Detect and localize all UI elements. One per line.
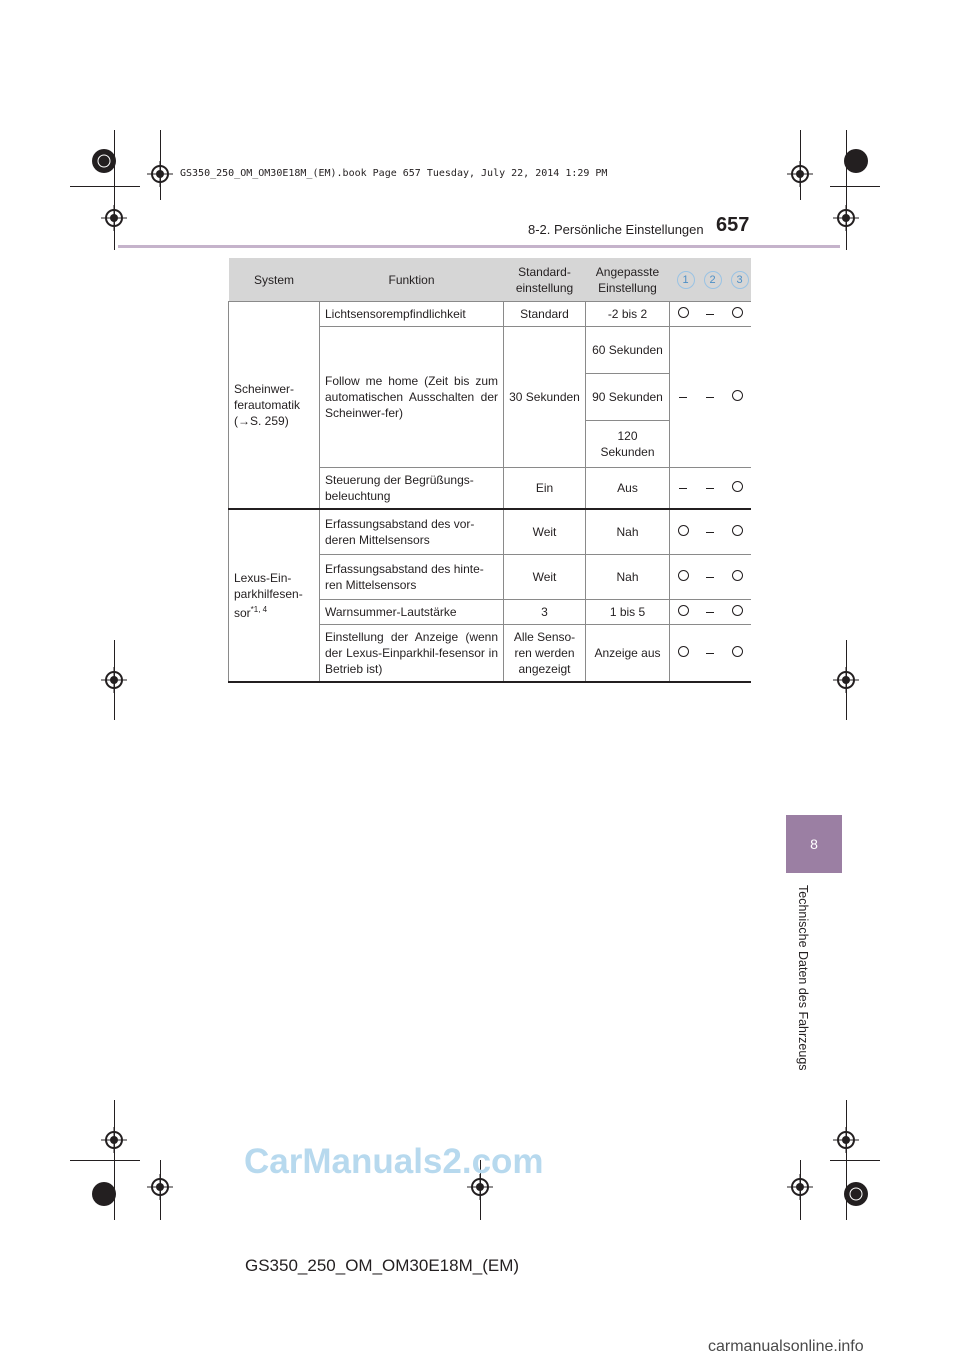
mark-circle — [724, 625, 751, 683]
mark-circle — [724, 555, 751, 600]
column-number-badge: 2 — [704, 271, 722, 289]
system-label: Lexus-Ein-parkhilfesen-sor — [234, 571, 303, 620]
chapter-label: Technische Daten des Fahrzeugs — [796, 885, 810, 1071]
book-header: GS350_250_OM_OM30E18M_(EM).book Page 657 Tuesday, July 22, 2014 1:29 PM — [180, 168, 608, 179]
registration-mark-icon — [91, 1181, 117, 1207]
mark-circle — [724, 600, 751, 625]
table-header-row — [229, 258, 751, 302]
function-cell: Einstellung der Anzeige (wenn der Lexus-Einparkhil-fesensor in Betrieb ist) — [320, 625, 504, 683]
custom-cell: Nah — [586, 555, 670, 600]
chapter-tab — [786, 815, 842, 873]
custom-cell: Aus — [586, 468, 670, 510]
default-cell: 3 — [504, 600, 586, 625]
mark-circle — [724, 509, 751, 555]
registration-mark-icon — [787, 161, 813, 187]
mark-dash — [697, 600, 724, 625]
document-code: GS350_250_OM_OM30E18M_(EM) — [245, 1256, 520, 1275]
custom-cell: 120 Sekunden — [586, 421, 670, 468]
default-cell: Alle Senso-ren werden angezeigt — [504, 625, 586, 683]
settings-table — [228, 258, 751, 683]
chapter-side-label — [790, 885, 814, 1085]
section-title: 8-2. Persönliche Einstellungen — [528, 222, 704, 237]
default-cell: Ein — [504, 468, 586, 510]
mark-dash — [697, 327, 724, 468]
function-cell: Warnsummer-Lautstärke — [320, 600, 504, 625]
registration-mark-icon — [833, 667, 859, 693]
header-default: Standard-einstellung — [504, 258, 586, 302]
default-cell: Weit — [504, 555, 586, 600]
registration-mark-icon — [101, 667, 127, 693]
mark-dash — [670, 327, 697, 468]
mark-circle — [724, 302, 751, 327]
chapter-number: 8 — [810, 836, 818, 852]
header-col1 — [670, 258, 697, 302]
registration-mark-icon — [91, 148, 117, 174]
custom-cell: 60 Sekunden — [586, 327, 670, 374]
footnote-ref: *1, 4 — [250, 605, 268, 614]
function-cell: Lichtsensorempfindlichkeit — [320, 302, 504, 327]
default-cell: Weit — [504, 509, 586, 555]
crop-line — [830, 186, 880, 187]
header-col3 — [724, 258, 751, 302]
system-cell — [229, 302, 320, 510]
mark-dash — [697, 468, 724, 510]
registration-mark-icon — [843, 1181, 869, 1207]
mark-dash — [670, 468, 697, 510]
custom-cell: Nah — [586, 509, 670, 555]
site-credit: carmanualsonline.info — [708, 1338, 864, 1355]
registration-mark-icon — [843, 148, 869, 174]
mark-dash — [697, 625, 724, 683]
registration-mark-icon — [101, 205, 127, 231]
page-number: 657 — [716, 214, 750, 236]
table-row — [229, 302, 751, 327]
mark-circle — [724, 468, 751, 510]
mark-dash — [697, 302, 724, 327]
registration-mark-icon — [101, 1127, 127, 1153]
registration-mark-icon — [147, 161, 173, 187]
column-number-badge: 1 — [677, 271, 695, 289]
registration-mark-icon — [787, 1174, 813, 1200]
registration-mark-icon — [147, 1174, 173, 1200]
mark-circle — [670, 509, 697, 555]
mark-circle — [724, 327, 751, 468]
table-row — [229, 509, 751, 555]
header-rule — [118, 245, 840, 248]
column-number-badge: 3 — [731, 271, 749, 289]
custom-cell: Anzeige aus — [586, 625, 670, 683]
crop-line — [830, 1160, 880, 1161]
header-custom: Angepasste Einstellung — [586, 258, 670, 302]
header-function: Funktion — [320, 258, 504, 302]
header-col2 — [697, 258, 724, 302]
custom-cell: -2 bis 2 — [586, 302, 670, 327]
function-cell: Erfassungsabstand des vor-deren Mittelsensors — [320, 509, 504, 555]
function-cell: Erfassungsabstand des hinte-ren Mittelsensors — [320, 555, 504, 600]
mark-circle — [670, 600, 697, 625]
mark-dash — [697, 555, 724, 600]
watermark-text: CarManuals2.com — [244, 1142, 544, 1181]
default-cell: Standard — [504, 302, 586, 327]
registration-mark-icon — [833, 205, 859, 231]
mark-circle — [670, 302, 697, 327]
mark-dash — [697, 509, 724, 555]
function-cell: Steuerung der Begrüßungs-beleuchtung — [320, 468, 504, 510]
registration-mark-icon — [833, 1127, 859, 1153]
function-cell: Follow me home (Zeit bis zum automatischen Ausschalten der Scheinwer-fer) — [320, 327, 504, 468]
system-label: Scheinwer-ferautomatik (→S. 259) — [234, 382, 301, 428]
mark-circle — [670, 625, 697, 683]
default-cell: 30 Sekunden — [504, 327, 586, 468]
system-cell — [229, 509, 320, 682]
custom-cell: 90 Sekunden — [586, 374, 670, 421]
custom-cell: 1 bis 5 — [586, 600, 670, 625]
crop-line — [70, 1160, 140, 1161]
mark-circle — [670, 555, 697, 600]
header-system: System — [229, 258, 320, 302]
crop-line — [70, 186, 140, 187]
